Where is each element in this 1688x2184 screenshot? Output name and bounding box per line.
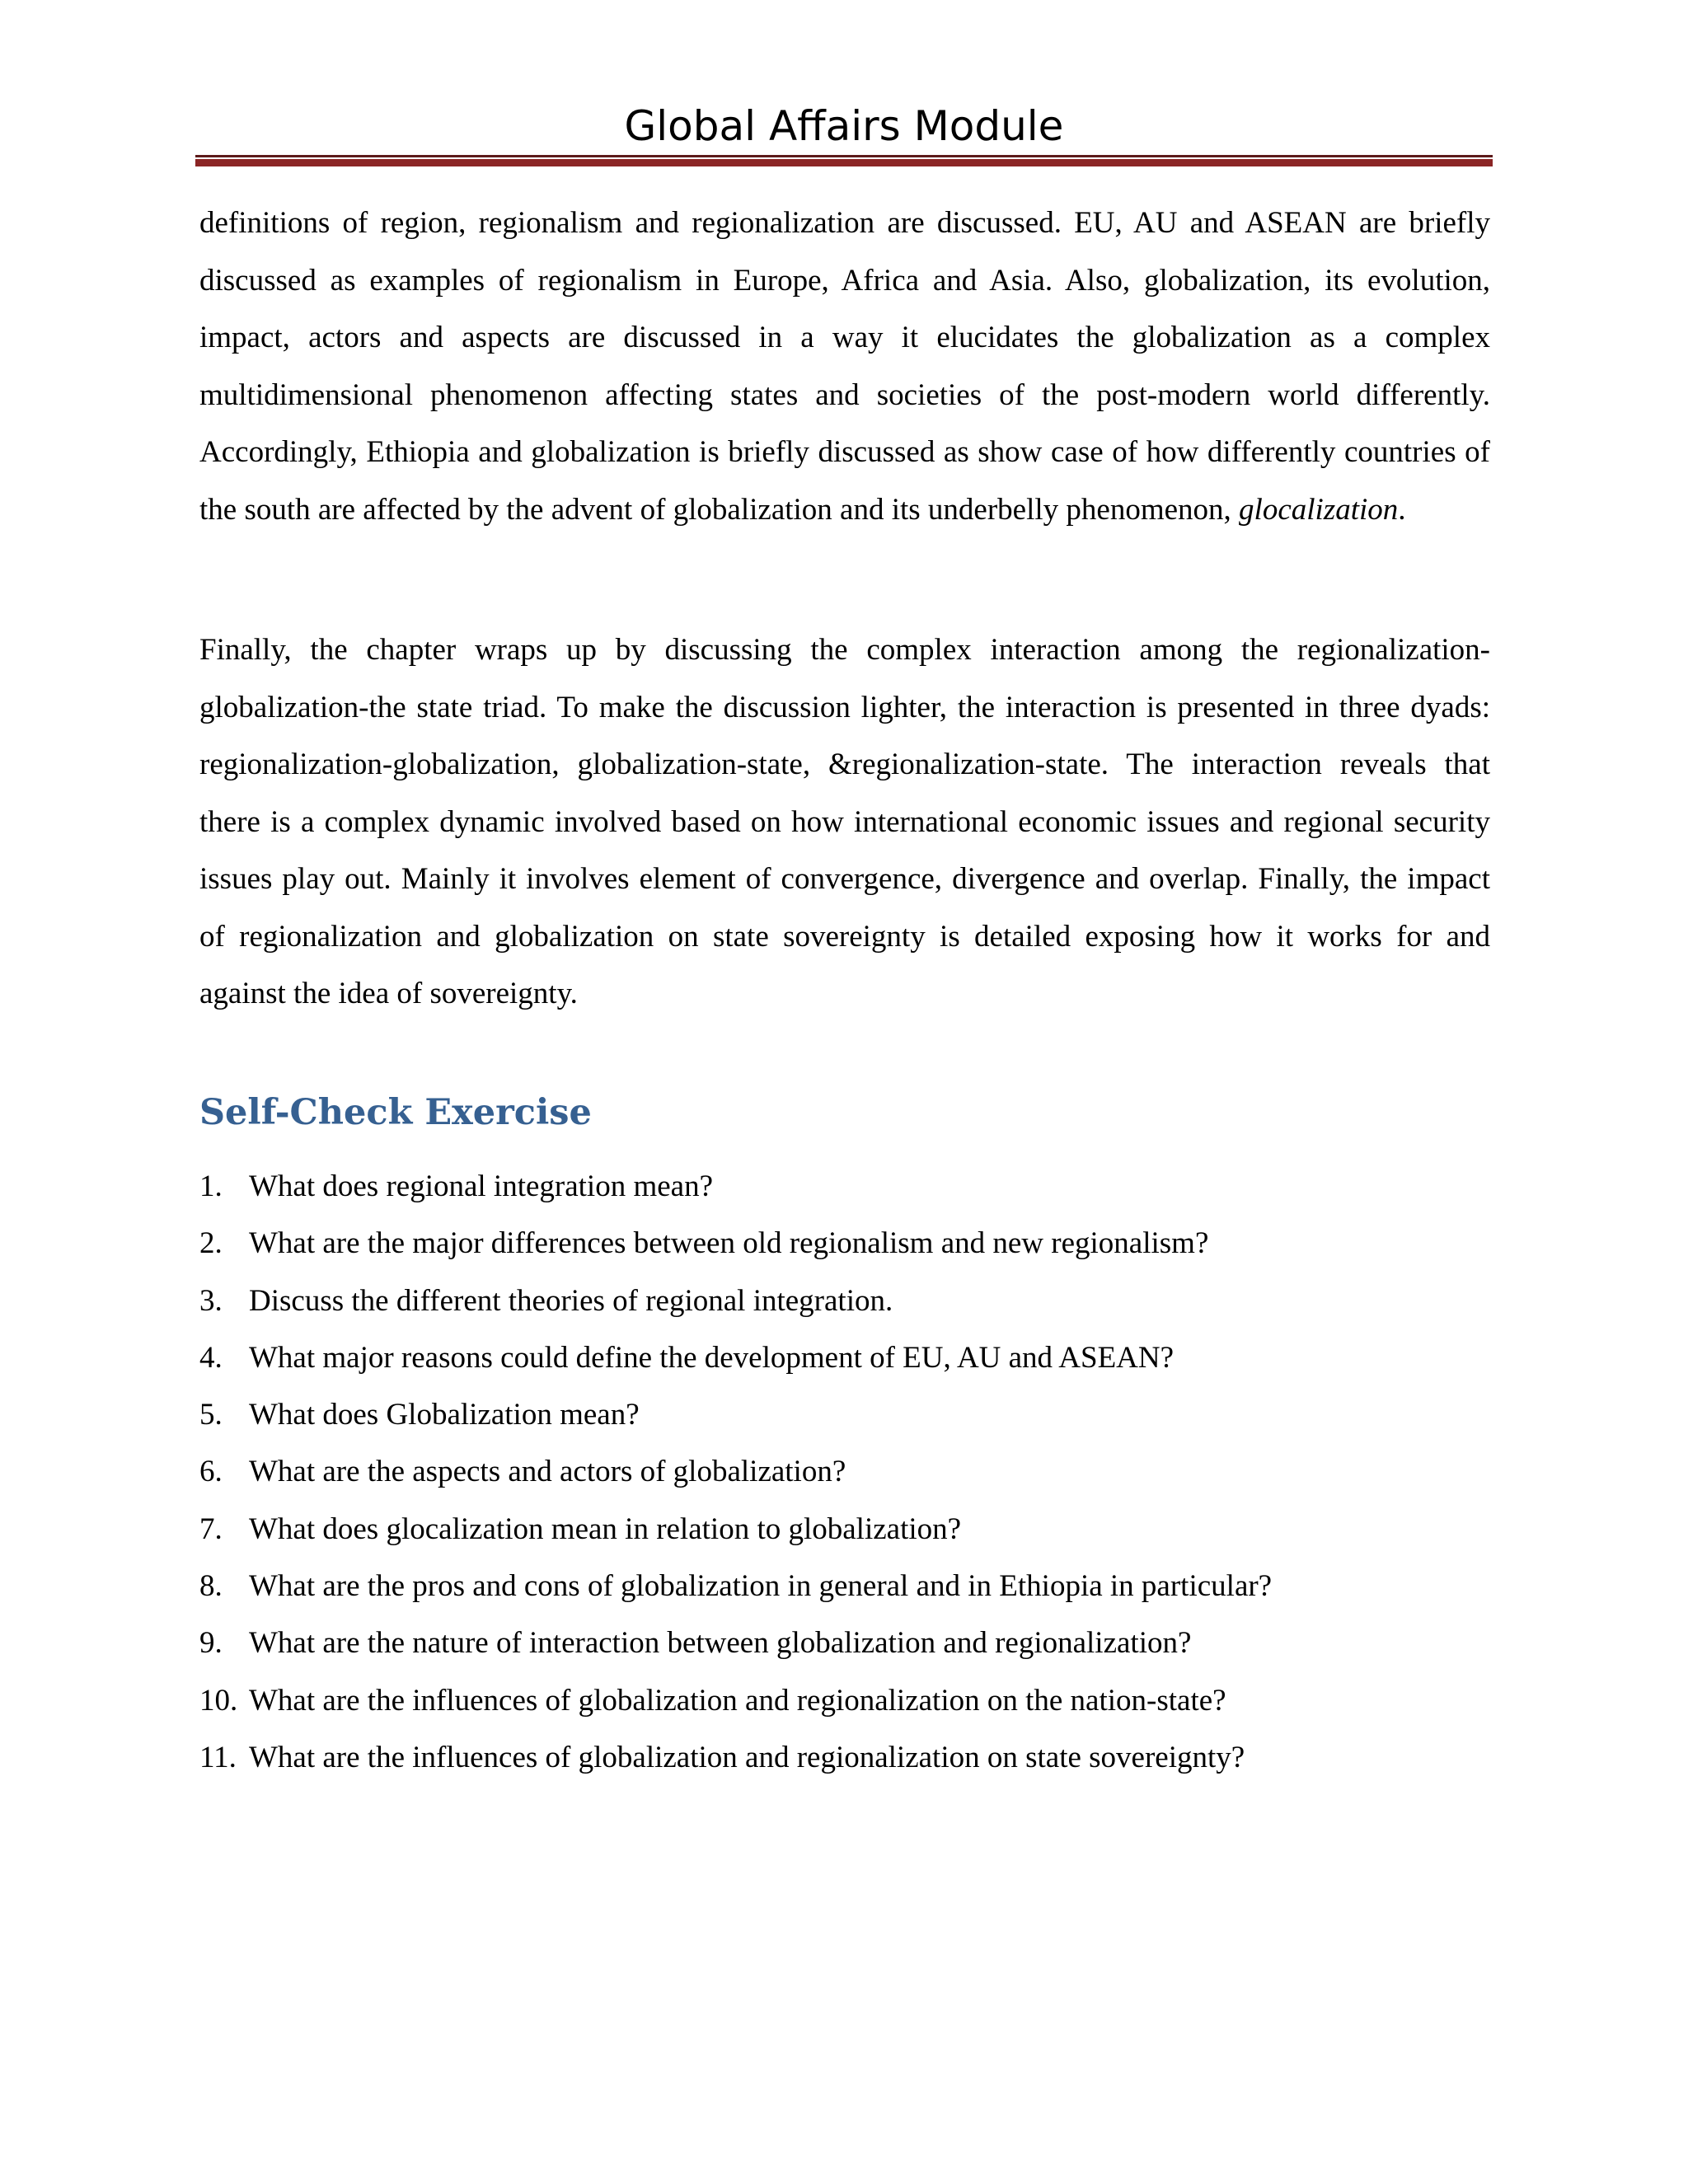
question-item [199, 1443, 1490, 1500]
question-number: 5. [199, 1398, 223, 1432]
header-rule-thin [195, 155, 1493, 157]
question-number: 3. [199, 1283, 223, 1318]
question-text: What major reasons could define the development of EU, AU and ASEAN? [249, 1340, 1175, 1375]
question-item [199, 1615, 1490, 1671]
question-number: 2. [199, 1226, 223, 1261]
question-number: 7. [199, 1511, 223, 1546]
question-number: 9. [199, 1626, 223, 1661]
question-text: What are the major differences between old regionalism and new regionalism? [249, 1226, 1209, 1261]
question-text: What does Globalization mean? [249, 1398, 640, 1432]
question-text: What are the influences of globalization and regionalization on the nation-state? [249, 1683, 1226, 1718]
question-number: 8. [199, 1569, 223, 1604]
question-number: 6. [199, 1455, 223, 1489]
question-text: What are the aspects and actors of globalization? [249, 1455, 846, 1489]
question-number: 10. [199, 1683, 238, 1718]
question-number: 11. [199, 1740, 237, 1774]
self-check-question-list [199, 1158, 1490, 1786]
question-text: What are the pros and cons of globalization in general and in Ethiopia in particular? [249, 1569, 1273, 1604]
question-number: 4. [199, 1340, 223, 1375]
question-text: What does glocalization mean in relation to globalization? [249, 1511, 962, 1546]
question-item [199, 1386, 1490, 1443]
question-text: What are the nature of interaction between globalization and regionalization? [249, 1626, 1192, 1661]
question-item [199, 1558, 1490, 1615]
question-text: What does regional integration mean? [249, 1169, 714, 1203]
question-item [199, 1672, 1490, 1729]
question-item [199, 1329, 1490, 1386]
question-item [199, 1272, 1490, 1329]
question-item [199, 1729, 1490, 1786]
question-item [199, 1158, 1490, 1215]
paragraph-intro-end: . [1398, 492, 1406, 527]
page-header-title: Global Affairs Module [624, 102, 1064, 150]
question-text: What are the influences of globalization and regionalization on state sovereignty? [249, 1740, 1245, 1774]
paragraph-intro [199, 194, 1490, 538]
paragraph-conclusion: Finally, the chapter wraps up by discussing the complex interaction among the regionalization-globalization-the state triad. To make the discussion lighter, the interaction is presented in three dyads: regionalization-globalization, globalization-state, &regionalization-state. The interaction reveals that there is a complex dynamic involved based on how international economic issues and regional security issues play out. Mainly it involves element of convergence, divergence and overlap. Finally, the impact of regionalization and globalization on state sovereignty is detailed exposing how it works for and against the idea of sovereignty. [199, 633, 1490, 1010]
glocalization-term: glocalization [1239, 492, 1399, 527]
question-item [199, 1501, 1490, 1558]
header-rule-thick [195, 159, 1493, 166]
question-text: Discuss the different theories of regional integration. [249, 1283, 893, 1318]
question-number: 1. [199, 1169, 223, 1203]
question-item [199, 1215, 1490, 1272]
self-check-heading: Self-Check Exercise [199, 1092, 592, 1133]
paragraph-intro-text: definitions of region, regionalism and regionalization are discussed. EU, AU and ASEAN are briefly discussed as examples of regionalism in Europe, Africa and Asia. Also, globalization, its evolution, impact, actors and aspects are discussed in a way it elucidates the globalization as a complex multidimensional phenomenon affecting states and societies of the post-modern world differently. Accordingly, Ethiopia and globalization is briefly discussed as show case of how differently countries of the south are affected by the advent of globalization and its underbelly phenomenon, [199, 206, 1490, 527]
